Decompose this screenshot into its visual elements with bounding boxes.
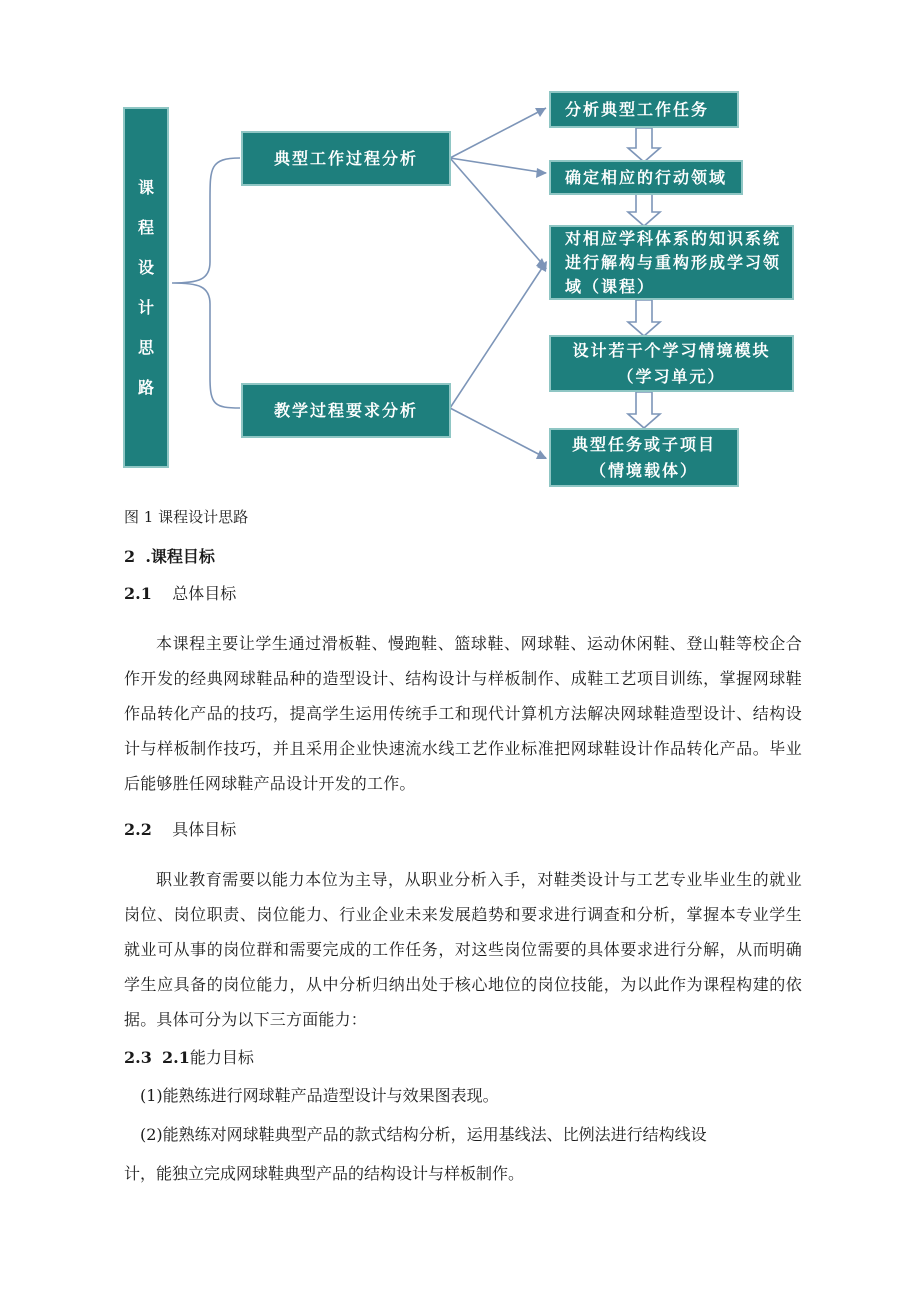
section-2-3-heading (124, 1046, 254, 1070)
down-arrow-3 (628, 300, 660, 336)
down-arrow-1 (628, 128, 660, 162)
arrow-bottom-to-step3 (450, 262, 546, 408)
section-number: 2.2 (124, 820, 152, 839)
down-arrow-2 (628, 190, 660, 226)
step-line: 设计若干个学习情境模块 (572, 340, 771, 360)
step-box-3 (549, 225, 794, 300)
arrow-top-to-step3 (450, 158, 546, 268)
step-box-5 (549, 428, 739, 487)
bracket-connector (172, 158, 240, 408)
ability-item-2-continued: 计，能独立完成网球鞋典型产品的结构设计与样板制作。 (124, 1164, 525, 1183)
arrow-top-to-step1 (450, 108, 546, 158)
step-box-2 (549, 160, 743, 195)
step-line: 对相应学科体系的知识系统 (565, 228, 782, 248)
step-line: 典型任务或子项目 (571, 434, 716, 454)
root-char: 思 (137, 337, 154, 357)
step-line: 确定相应的行动领域 (565, 167, 728, 187)
section-2-2-heading (124, 818, 236, 842)
section-2-heading (124, 545, 215, 569)
section-number: 2.3 (124, 1048, 152, 1067)
arrow-top-to-step2 (450, 158, 546, 173)
step-line: 进行解构与重构形成学习领 (565, 252, 782, 272)
step-box-1 (549, 91, 739, 128)
step-line: 分析典型工作任务 (565, 99, 710, 119)
step-line: （情境载体） (589, 460, 698, 480)
root-char: 设 (137, 257, 154, 277)
root-char: 课 (137, 177, 154, 197)
overall-goal-paragraph: 本课程主要让学生通过滑板鞋、慢跑鞋、篮球鞋、网球鞋、运动休闲鞋、登山鞋等校企合作开发的经典网球鞋品种的造型设计、结构设计与样板制作、成鞋工艺项目训练，掌握网球鞋作品转化产品的技巧，提高学生运用传统手工和现代计算机方法解决网球鞋造型设计、结构设计与样板制作技巧，并且采用企业快速流水线工艺作业标准把网球鞋设计作品转化产品。毕业后能够胜任网球鞋产品设计开发的工作。 (124, 634, 802, 793)
course-design-diagram (0, 0, 920, 500)
down-arrow-4 (628, 392, 660, 428)
branch-label: 典型工作过程分析 (273, 148, 418, 168)
specific-goal-paragraph: 职业教育需要以能力本位为主导，从职业分析入手，对鞋类设计与工艺专业毕业生的就业岗位、岗位职责、岗位能力、行业企业未来发展趋势和要求进行调查和分析，掌握本专业学生就业可从事的岗位群和需要完成的工作任务，对这些岗位需要的具体要求进行分解，从而明确学生应具备的岗位能力，从中分析归纳出处于核心地位的岗位技能，为以此作为课程构建的依据。具体可分为以下三方面能力： (124, 870, 802, 1029)
section-title: .课程目标 (145, 547, 215, 566)
figure-caption: 图 1 课程设计思路 (124, 508, 249, 526)
section-title: 总体目标 (172, 584, 237, 603)
ability-item-2: (2)能熟练对网球鞋典型产品的款式结构分析，运用基线法、比例法进行结构线设 (140, 1125, 707, 1144)
branch-label: 教学过程要求分析 (273, 400, 418, 420)
step-box-4 (549, 335, 794, 392)
arrow-bottom-to-step5 (450, 408, 546, 458)
section-number: 2 (124, 547, 136, 566)
section-title: 具体目标 (172, 820, 237, 839)
root-char: 程 (137, 217, 154, 237)
branch-box-work-process (241, 131, 451, 186)
root-char: 路 (137, 377, 154, 397)
root-char: 计 (137, 297, 154, 317)
step-line: 域（课程） (565, 276, 656, 296)
ability-item-1: (1)能熟练进行网球鞋产品造型设计与效果图表现。 (140, 1086, 499, 1105)
section-number: 2.1 (124, 584, 152, 603)
root-box-course-design (123, 107, 169, 468)
subsection-number: 2.1 (162, 1048, 190, 1067)
step-line: （学习单元） (617, 366, 726, 386)
branch-box-teaching-process (241, 383, 451, 438)
section-2-1-heading (124, 582, 236, 606)
section-title: 能力目标 (189, 1048, 254, 1067)
